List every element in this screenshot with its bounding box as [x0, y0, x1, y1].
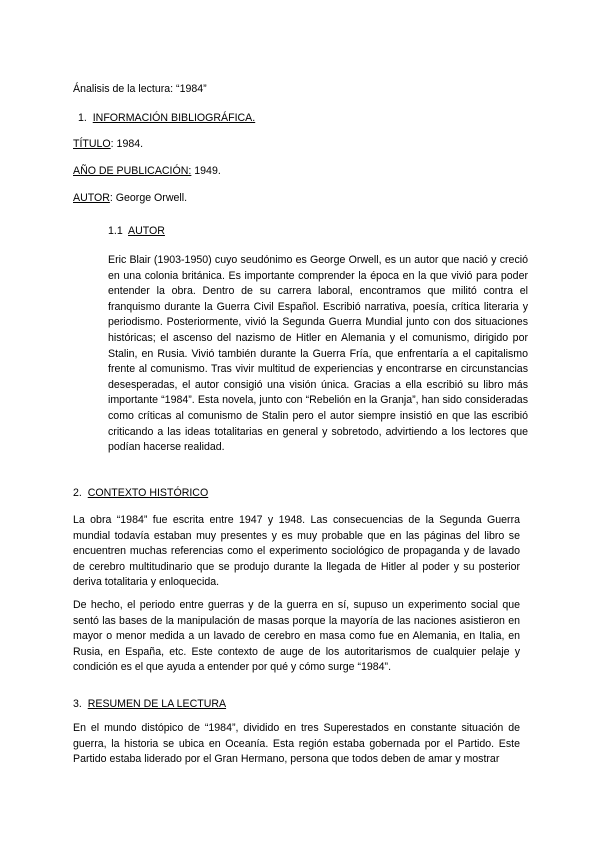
resumen-paragraph: En el mundo distópico de “1984”, dividido en tres Superestados en constante situación de guerra, la historia se ubica en Oceanía. Esta región estaba gobernada por el Partido. Este Partido estaba liderado por el Gran Hermano, persona que todos deben de amar y mostrar	[73, 722, 520, 766]
titulo-field	[73, 137, 143, 151]
autor-value: : George Orwell.	[109, 192, 188, 204]
section-2-heading	[73, 486, 208, 500]
autor-label: AUTOR	[73, 192, 110, 204]
section-3-title: RESUMEN DE LA LECTURA	[87, 698, 227, 710]
contexto-paragraph-1: La obra “1984” fue escrita entre 1947 y 1948. Las consecuencias de la Segunda Guerra mundial todavía estaban muy presentes y es muy probable que en las páginas del libro se encuentren muchas referencias como el experimento sociológico de propaganda y de lavado de cerebro multitudinario que se produjo durante la llegada de Hitler al poder y su posterior deriva totalitaria y enloquecida.	[73, 514, 520, 589]
subsection-1-1-number: 1.1	[108, 225, 123, 237]
section-1-heading	[78, 111, 255, 125]
autor-paragraph: Eric Blair (1903-1950) cuyo seudónimo es George Orwell, es un autor que nació y creció en una colonia británica. Es importante comprender la época en la que vivió para poder entender la obra. Dentro de su carrera laboral, encontramos que militó contra el franquismo durante la Guerra Civil Español. Escribió narrativa, poesía, crítica literaria y periodismo. Posteriormente, vivió la Segunda Guerra Mundial junto con dos situaciones históricas; el ascenso del nazismo de Hitler en Alemania y el comunismo, dirigido por Stalin, en Rusia. Vivió también durante la Guerra Fría, que enfrentaría a el capitalismo frente al comunismo. Tras vivir multitud de experiencias y encontrarse en circunstancias desesperadas, el autor consigió una visión única. Gracias a ella escribió su libro más importante “1984”. Esta novela, junto con “Rebelión en la Granja”, han sido consideradas como críticas al comunismo de Stalin pero el autor siempre insistió en que las escribió criticando a las ideas totalitarias en general y sobretodo, advirtiendo a los lectores que podían hacerse realidad.	[108, 254, 528, 454]
section-3-heading	[73, 697, 226, 711]
section-1-title: INFORMACIÓN BIBLIOGRÁFICA.	[92, 112, 256, 124]
titulo-label: TÍTULO	[73, 138, 111, 150]
section-2-number: 2.	[73, 487, 82, 499]
titulo-value: : 1984.	[110, 138, 144, 150]
section-1-number: 1.	[78, 112, 87, 124]
subsection-1-1-heading	[108, 224, 165, 238]
anio-value: 1949.	[191, 165, 221, 177]
anio-label: AÑO DE PUBLICACIÓN:	[73, 165, 192, 177]
section-2-title: CONTEXTO HISTÓRICO	[87, 487, 209, 499]
contexto-paragraph-2: De hecho, el periodo entre guerras y de la guerra en sí, supuso un experimento social que sentó las bases de la manipulación de masas porque la mayoría de las naciones asistieron en mayor o menor medida a un lavado de cerebro en masa como fue en Alemania, en Italia, en Rusia, en España, etc. Este contexto de auge de los autoritarismos de cualquier pelaje y condición es el que ayuda a entender por qué y cómo surge “1984”.	[73, 599, 520, 674]
document-title: Ánalisis de la lectura: “1984”	[73, 83, 207, 95]
section-3-number: 3.	[73, 698, 82, 710]
subsection-1-1-title: AUTOR	[128, 225, 165, 237]
anio-field	[73, 164, 221, 178]
autor-field	[73, 191, 187, 205]
